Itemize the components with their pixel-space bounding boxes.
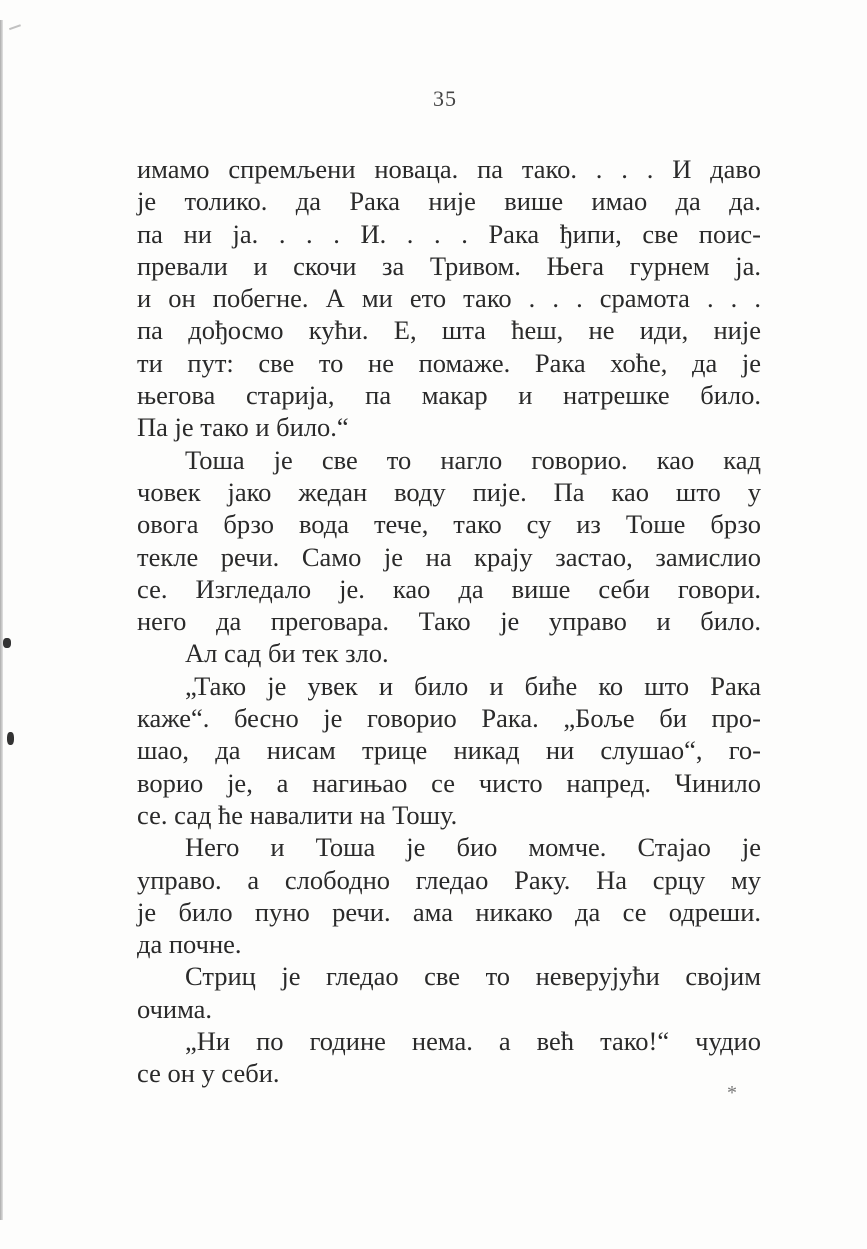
text-line: имамо спремљени новаца. па тако. . . . И даво: [137, 154, 761, 184]
text-line: се. Изгледало је. као да више себи говори.: [137, 573, 761, 604]
text-line: његова старија, па макар и натрешке било.: [137, 380, 761, 411]
text-line: него да преговара. Тако је управо и било.: [137, 606, 761, 637]
text-line: шао, да нисам трице никад ни слушао“, го-: [137, 735, 761, 766]
text-line: је било пуно речи. ама никако да се одреши.: [137, 896, 761, 927]
text-line: Па је тако и било.“: [137, 412, 349, 443]
text-line: управо. а слободно гледао Раку. На срцу му: [137, 864, 761, 895]
text-line: ворио је, а нагињао се чисто напред. Чинило: [137, 767, 761, 798]
text-line: „Тако је увек и било и биће ко што Рака: [185, 670, 761, 701]
text-line: се он у себи.: [137, 1058, 280, 1089]
text-line: човек јако жедан воду пије. Па као што у: [137, 476, 761, 507]
text-line: ти пут: све то не помаже. Рака хоће, да је: [137, 347, 761, 378]
ink-speck: [3, 638, 11, 648]
text-line: Стриц је гледао све то неверујући својим: [185, 961, 761, 992]
text-line: Тоша је све то нагло говорио. као кад: [185, 444, 761, 475]
page-number: 35: [433, 86, 457, 111]
ink-speck: [7, 732, 14, 745]
section-ornament: *: [727, 1082, 737, 1104]
corner-scan-mark: [9, 24, 23, 36]
text-line: да почне.: [137, 929, 242, 960]
text-line: овога брзо вода тече, тако су из Тоше брзо: [137, 509, 761, 540]
text-line: каже“. бесно је говорио Рака. „Боље би про-: [137, 703, 761, 734]
text-line: се. сад ће навалити на Тошу.: [137, 799, 458, 830]
text-line: је толико. да Рака није више имао да да.: [137, 186, 761, 217]
text-line: очима.: [137, 993, 213, 1024]
text-line: превали и скочи за Тривом. Њега гурнем ја.: [137, 250, 761, 281]
text-line: Него и Тоша је био момче. Стајао је: [185, 832, 761, 863]
text-line: Ал сад би тек зло.: [185, 638, 389, 669]
binding-shadow: [0, 20, 3, 1220]
text-line: и он побегне. А ми ето тако . . . срамота . . .: [137, 283, 761, 314]
text-line: па ни ја. . . . И. . . . Рака ђипи, све поис-: [137, 218, 761, 249]
text-line: па дођосмо кући. Е, шта ћеш, не иди, није: [137, 315, 761, 346]
text-line: текле речи. Само је на крају застао, замислио: [137, 541, 761, 572]
text-line: „Ни по године нема. а већ тако!“ чудио: [185, 1026, 761, 1057]
body-text: [137, 153, 761, 1090]
